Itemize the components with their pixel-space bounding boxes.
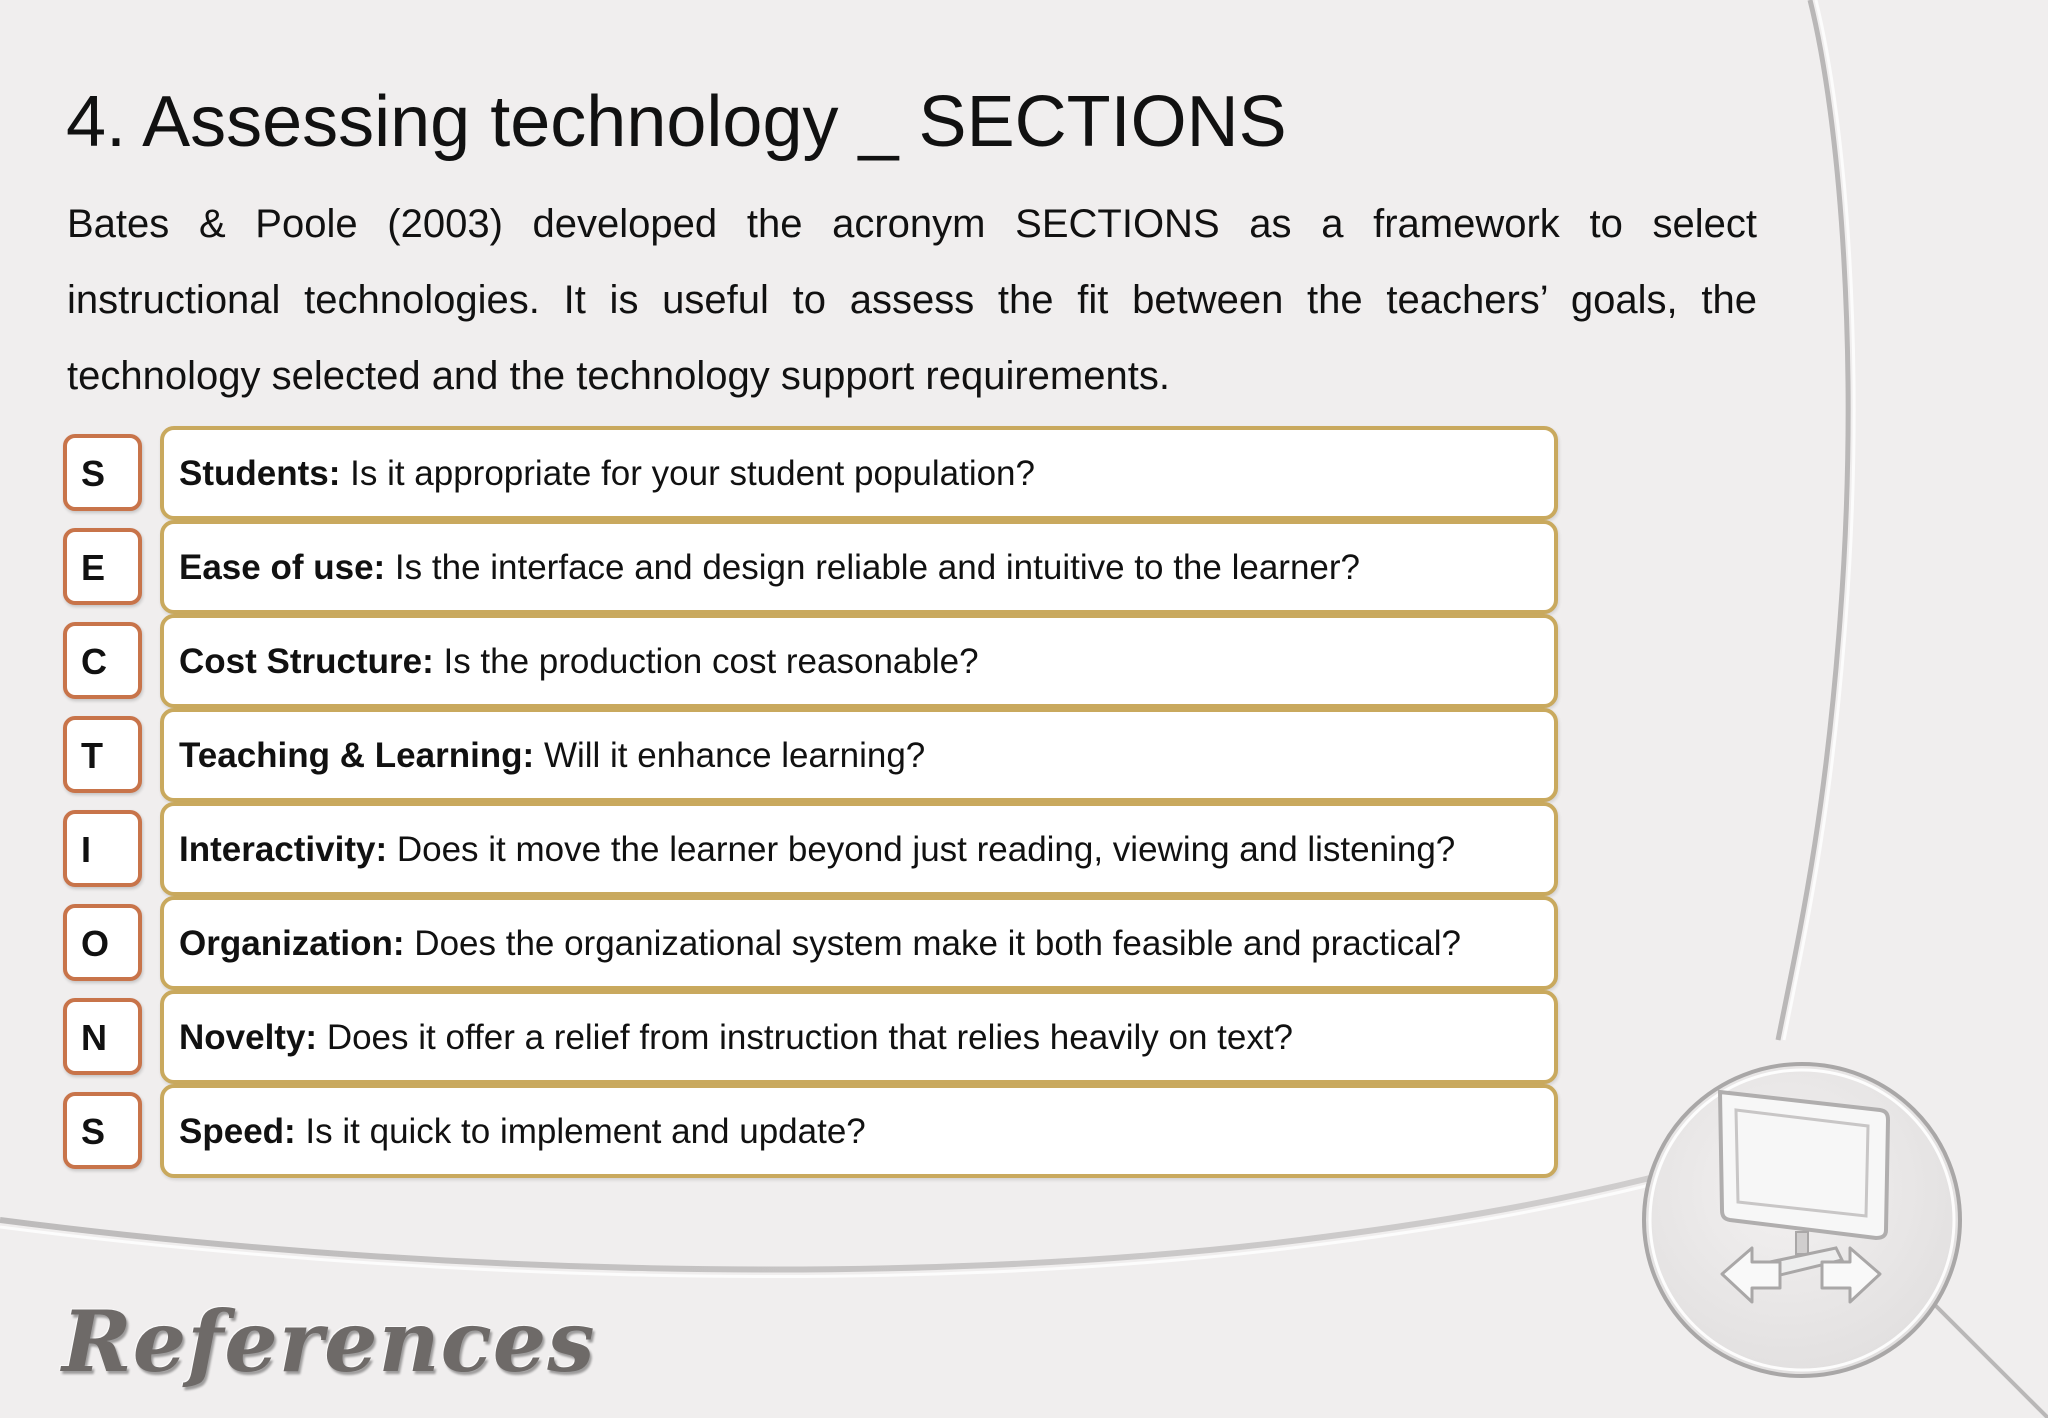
list-item <box>60 896 1558 990</box>
description-term: Ease of use: <box>179 548 386 587</box>
description-text <box>179 454 1035 494</box>
description-question: Does the organizational system make it both feasible and practical? <box>404 924 1461 963</box>
acronym-letter-box <box>63 904 142 981</box>
description-question: Is the production cost reasonable? <box>433 642 979 681</box>
description-term: Organization: <box>179 924 405 963</box>
acronym-letter-box <box>63 622 142 699</box>
description-text <box>179 548 1360 588</box>
acronym-letter-box <box>63 434 142 511</box>
acronym-letter-box <box>63 528 142 605</box>
description-term: Speed: <box>179 1112 296 1151</box>
description-text <box>179 736 925 776</box>
description-text <box>179 642 979 682</box>
description-text <box>179 924 1461 964</box>
acronym-letter: C <box>81 641 107 682</box>
description-box <box>160 990 1558 1084</box>
description-box <box>160 1084 1558 1178</box>
description-box <box>160 426 1558 520</box>
acronym-letter: I <box>81 829 92 870</box>
description-question: Is the interface and design reliable and intuitive to the learner? <box>385 548 1360 587</box>
acronym-letter-box <box>63 1092 142 1169</box>
description-question: Is it quick to implement and update? <box>295 1112 866 1151</box>
description-term: Cost Structure: <box>179 642 434 681</box>
acronym-letter: N <box>81 1017 107 1058</box>
acronym-letter-box <box>63 998 142 1075</box>
acronym-letter: O <box>81 923 110 964</box>
list-item <box>60 990 1558 1084</box>
description-term: Interactivity: <box>179 830 388 869</box>
description-box <box>160 802 1558 896</box>
description-text <box>179 1018 1293 1058</box>
list-item <box>60 802 1558 896</box>
acronym-letter-box <box>63 716 142 793</box>
description-box <box>160 614 1558 708</box>
description-text <box>179 1112 866 1152</box>
list-item <box>60 1084 1558 1178</box>
description-question: Will it enhance learning? <box>534 736 926 775</box>
intro-paragraph: Bates & Poole (2003) developed the acronym SECTIONS as a framework to select instructional technologies. It is useful to assess the fit between the teachers’ goals, the technology selected and the technology support requirements. <box>67 202 1757 398</box>
acronym-letter: S <box>81 1111 106 1152</box>
description-question: Does it move the learner beyond just reading, viewing and listening? <box>387 830 1456 869</box>
description-term: Teaching & Learning: <box>179 736 535 775</box>
list-item <box>60 426 1558 520</box>
list-item <box>60 614 1558 708</box>
acronym-letter-box <box>63 810 142 887</box>
slide-title: 4. Assessing technology _ SECTIONS <box>66 82 1287 162</box>
list-item <box>60 708 1558 802</box>
description-box <box>160 896 1558 990</box>
description-box <box>160 708 1558 802</box>
acronym-letter: E <box>81 547 106 588</box>
references-link[interactable]: References <box>62 1292 596 1391</box>
description-term: Novelty: <box>179 1018 318 1057</box>
acronym-letter: S <box>81 453 106 494</box>
navigation-badge <box>1630 1052 1970 1382</box>
description-question: Is it appropriate for your student population? <box>340 454 1035 493</box>
list-item <box>60 520 1558 614</box>
description-term: Students: <box>179 454 341 493</box>
description-box <box>160 520 1558 614</box>
description-text <box>179 830 1455 870</box>
acronym-letter: T <box>81 735 103 776</box>
description-question: Does it offer a relief from instruction that relies heavily on text? <box>317 1018 1294 1057</box>
